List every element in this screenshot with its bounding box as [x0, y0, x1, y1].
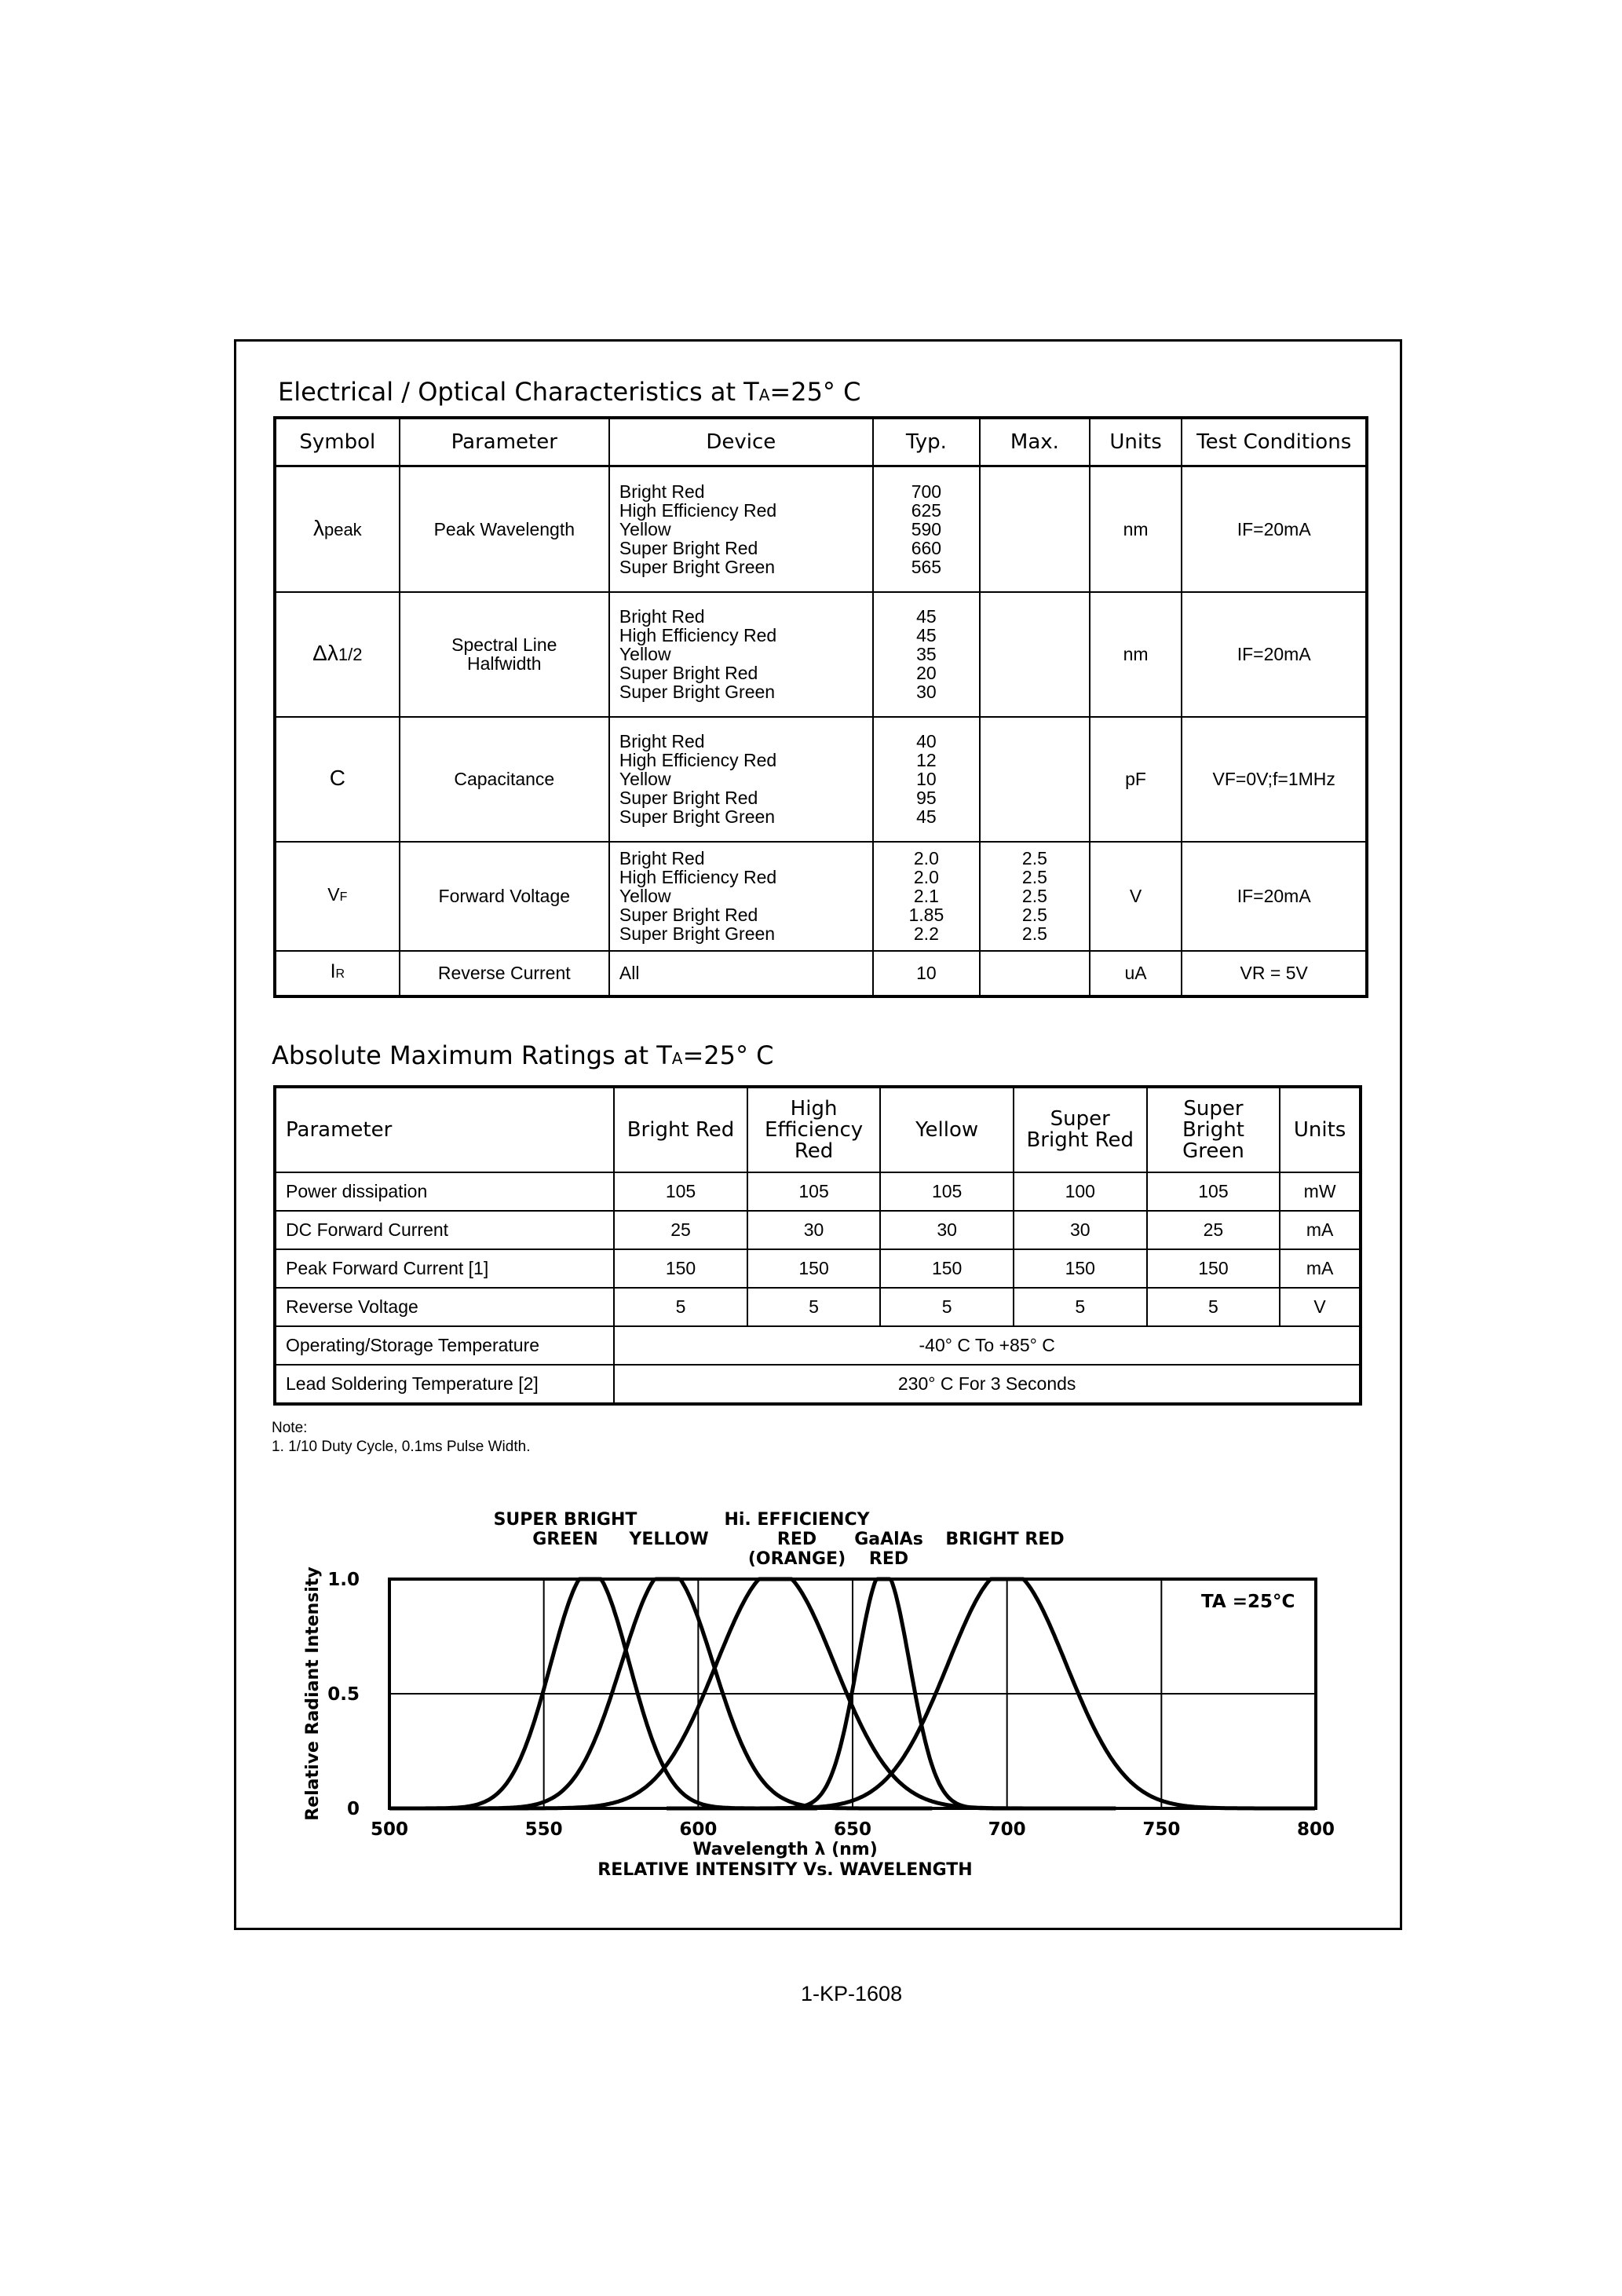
- chart-annotation: TA =25°C: [1201, 1592, 1295, 1612]
- typ-values: 45 45 35 20 30: [873, 592, 981, 717]
- value-cell: 105: [747, 1172, 881, 1211]
- value-cell: -40° C To +85° C: [614, 1326, 1361, 1365]
- value-cell: 150: [614, 1249, 747, 1288]
- x-tick-label: 750: [1142, 1819, 1181, 1840]
- x-tick-labels: [371, 1819, 1335, 1840]
- y-axis-label: Relative Radiant Intensity: [303, 1567, 323, 1821]
- symbol-cell: Δλ1/2: [275, 592, 400, 717]
- series-label: BRIGHT RED: [945, 1530, 1065, 1549]
- parameter-cell: Spectral Line Halfwidth: [400, 592, 609, 717]
- series-label: GREEN: [532, 1530, 598, 1549]
- electrical-title: Electrical / Optical Characteristics at TA=25° C: [278, 377, 861, 407]
- header-parameter: Parameter: [275, 1087, 614, 1172]
- conditions-cell: IF=20mA: [1182, 466, 1367, 592]
- header-bright-red: Bright Red: [614, 1087, 747, 1172]
- y-tick-label: 1.0: [327, 1570, 360, 1590]
- typ-values: 2.0 2.0 2.1 1.85 2.2: [873, 842, 981, 951]
- x-tick-label: 700: [988, 1819, 1026, 1840]
- value-cell: 150: [1147, 1249, 1280, 1288]
- x-axis-label: Wavelength λ (nm): [692, 1840, 878, 1859]
- conditions-cell: IF=20mA: [1182, 592, 1367, 717]
- x-tick-label: 800: [1296, 1819, 1335, 1840]
- absolute-title: Absolute Maximum Ratings at TA=25° C: [272, 1040, 774, 1070]
- typ-values: 40 12 10 95 45: [873, 717, 981, 842]
- value-cell: 30: [747, 1211, 881, 1249]
- value-cell: 105: [614, 1172, 747, 1211]
- series-label: SUPER BRIGHT: [493, 1510, 637, 1530]
- header-parameter: Parameter: [400, 418, 609, 466]
- conditions-cell: VF=0V;f=1MHz: [1182, 717, 1367, 842]
- symbol-cell: VF: [275, 842, 400, 951]
- value-cell: 105: [880, 1172, 1013, 1211]
- series-label: RED: [868, 1549, 909, 1569]
- value-cell: 230° C For 3 Seconds: [614, 1365, 1361, 1404]
- units-cell: V: [1090, 842, 1182, 951]
- parameter-cell: Operating/Storage Temperature: [275, 1326, 614, 1365]
- device-list: Bright Red High Efficiency Red Yellow Super Bright Red Super Bright Green: [609, 466, 873, 592]
- value-cell: 150: [1014, 1249, 1147, 1288]
- header-test-conditions: Test Conditions: [1182, 418, 1367, 466]
- y-tick-label: 0: [346, 1799, 360, 1819]
- parameter-cell: Reverse Voltage: [275, 1288, 614, 1326]
- value-cell: 5: [1014, 1288, 1147, 1326]
- value-cell: 105: [1147, 1172, 1280, 1211]
- series-label: GaAlAs: [854, 1530, 923, 1549]
- value-cell: 30: [880, 1211, 1013, 1249]
- page-number: 1-KP-1608: [801, 1982, 903, 2005]
- header-symbol: Symbol: [275, 418, 400, 466]
- value-cell: 5: [1147, 1288, 1280, 1326]
- typ-values: 700 625 590 660 565: [873, 466, 981, 592]
- x-tick-label: 550: [524, 1819, 563, 1840]
- parameter-cell: Lead Soldering Temperature [2]: [275, 1365, 614, 1404]
- units-cell: mA: [1280, 1211, 1361, 1249]
- value-cell: 25: [1147, 1211, 1280, 1249]
- device-list: Bright Red High Efficiency Red Yellow Super Bright Red Super Bright Green: [609, 592, 873, 717]
- max-values: 2.5 2.5 2.5 2.5 2.5: [980, 842, 1090, 951]
- value-cell: 5: [880, 1288, 1013, 1326]
- header-device: Device: [609, 418, 873, 466]
- header-super-bright-red: Super Bright Red: [1014, 1087, 1147, 1172]
- parameter-cell: Capacitance: [400, 717, 609, 842]
- header-typ: Typ.: [873, 418, 981, 466]
- note-line-1: 1. 1/10 Duty Cycle, 0.1ms Pulse Width.: [272, 1439, 531, 1455]
- value-cell: 5: [614, 1288, 747, 1326]
- note-heading: Note:: [272, 1420, 308, 1436]
- value-cell: 150: [880, 1249, 1013, 1288]
- typ-cell: 10: [873, 951, 981, 996]
- series-labels: [494, 1510, 1065, 1569]
- y-tick-label: 0.5: [327, 1684, 360, 1705]
- device-cell: All: [609, 951, 873, 996]
- units-cell: mW: [1280, 1172, 1361, 1211]
- header-units: Units: [1090, 418, 1182, 466]
- parameter-cell: Peak Forward Current [1]: [275, 1249, 614, 1288]
- units-cell: nm: [1090, 592, 1182, 717]
- series-label: YELLOW: [629, 1530, 709, 1549]
- units-cell: pF: [1090, 717, 1182, 842]
- symbol-cell: C: [275, 717, 400, 842]
- value-cell: 30: [1014, 1211, 1147, 1249]
- series-label: Hi. EFFICIENCY: [724, 1510, 870, 1530]
- value-cell: 5: [747, 1288, 881, 1326]
- series-label: (ORANGE): [747, 1549, 846, 1569]
- parameter-cell: Peak Wavelength: [400, 466, 609, 592]
- parameter-cell: Reverse Current: [400, 951, 609, 996]
- value-cell: 100: [1014, 1172, 1147, 1211]
- device-list: Bright Red High Efficiency Red Yellow Super Bright Red Super Bright Green: [609, 842, 873, 951]
- header-units: Units: [1280, 1087, 1361, 1172]
- header-super-bright-green: Super Bright Green: [1147, 1087, 1280, 1172]
- symbol-cell: IR: [275, 951, 400, 996]
- units-cell: V: [1280, 1288, 1361, 1326]
- chart-title: RELATIVE INTENSITY Vs. WAVELENGTH: [597, 1860, 973, 1880]
- y-tick-labels: [327, 1570, 360, 1819]
- units-cell: mA: [1280, 1249, 1361, 1288]
- value-cell: 25: [614, 1211, 747, 1249]
- units-cell: nm: [1090, 466, 1182, 592]
- x-tick-label: 650: [833, 1819, 872, 1840]
- x-tick-label: 600: [679, 1819, 718, 1840]
- header-yellow: Yellow: [880, 1087, 1013, 1172]
- header-max: Max.: [980, 418, 1090, 466]
- header-high-efficiency-red: High Efficiency Red: [747, 1087, 881, 1172]
- parameter-cell: DC Forward Current: [275, 1211, 614, 1249]
- parameter-cell: Forward Voltage: [400, 842, 609, 951]
- units-cell: uA: [1090, 951, 1182, 996]
- conditions-cell: IF=20mA: [1182, 842, 1367, 951]
- parameter-cell: Power dissipation: [275, 1172, 614, 1211]
- series-label: RED: [776, 1530, 817, 1549]
- x-tick-label: 500: [370, 1819, 409, 1840]
- value-cell: 150: [747, 1249, 881, 1288]
- symbol-cell: λpeak: [275, 466, 400, 592]
- conditions-cell: VR = 5V: [1182, 951, 1367, 996]
- device-list: Bright Red High Efficiency Red Yellow Super Bright Red Super Bright Green: [609, 717, 873, 842]
